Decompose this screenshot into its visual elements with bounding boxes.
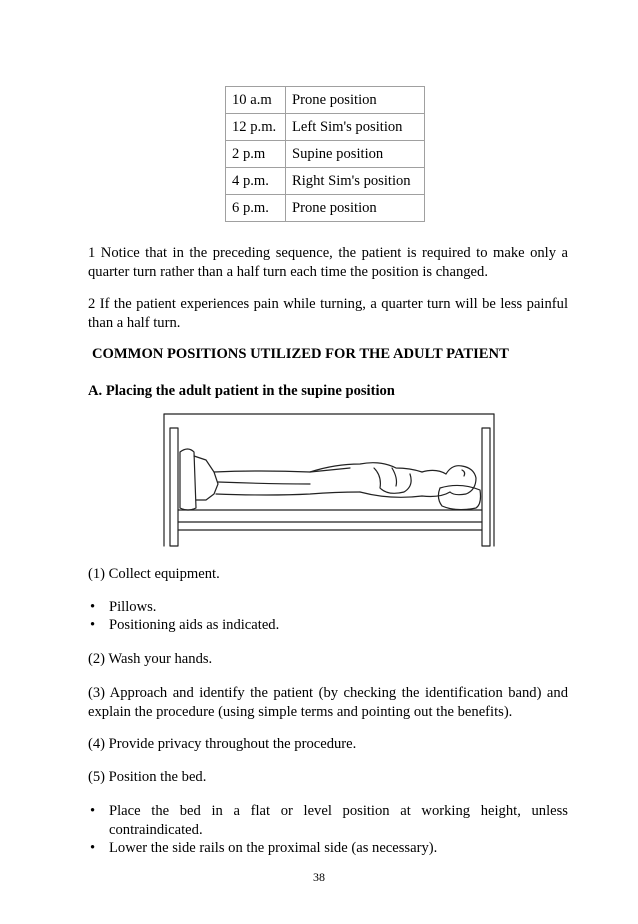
position-cell: Left Sim's position [286, 114, 425, 141]
list-item [88, 598, 568, 617]
position-cell: Prone position [286, 87, 425, 114]
time-cell: 2 p.m [226, 141, 286, 168]
list-item-text: Lower the side rails on the proximal side (as necessary). [109, 840, 438, 856]
page-number: 38 [313, 870, 325, 884]
time-cell: 10 a.m [226, 87, 286, 114]
table-row [226, 195, 425, 222]
list-item [88, 802, 568, 839]
time-cell: 6 p.m. [226, 195, 286, 222]
section-heading: COMMON POSITIONS UTILIZED FOR THE ADULT PATIENT [92, 346, 509, 362]
time-cell: 4 p.m. [226, 168, 286, 195]
position-cell: Prone position [286, 195, 425, 222]
note-2-paragraph: 2 If the patient experiences pain while turning, a quarter turn will be less painful than a half turn. [88, 296, 568, 331]
position-cell: Right Sim's position [286, 168, 425, 195]
step-1-text: (1) Collect equipment. [88, 566, 220, 582]
step-2-text: (2) Wash your hands. [88, 651, 213, 667]
position-schedule-table [225, 86, 425, 222]
table-row [226, 87, 425, 114]
step-4-text: (4) Provide privacy throughout the procedure. [88, 736, 357, 752]
table-row [226, 168, 425, 195]
bullet-icon: • [90, 617, 96, 633]
table-row [226, 114, 425, 141]
time-cell: 12 p.m. [226, 114, 286, 141]
list-item-text: Pillows. [109, 599, 157, 615]
list-item-text: Positioning aids as indicated. [109, 617, 280, 633]
position-cell: Supine position [286, 141, 425, 168]
step-3-text [88, 684, 568, 721]
step-5-text: (5) Position the bed. [88, 769, 207, 785]
table-row [226, 141, 425, 168]
list-item [88, 839, 568, 858]
note-1-paragraph: 1 Notice that in the preceding sequence, the patient is required to make only a quarter turn rather than a half turn each time the position is changed. [88, 245, 568, 280]
bullet-icon: • [90, 599, 96, 615]
step-3-body: (3) Approach and identify the patient (by checking the identification band) and explain the procedure (using simple terms and pointing out the benefits). [88, 685, 568, 720]
supine-position-illustration [160, 412, 496, 548]
subheading: A. Placing the adult patient in the supine position [88, 383, 395, 399]
list-item-text: Place the bed in a flat or level position at working height, unless contraindicated. [109, 803, 568, 838]
list-item [88, 616, 568, 635]
bullet-icon: • [90, 840, 96, 856]
bullet-icon: • [90, 803, 96, 819]
